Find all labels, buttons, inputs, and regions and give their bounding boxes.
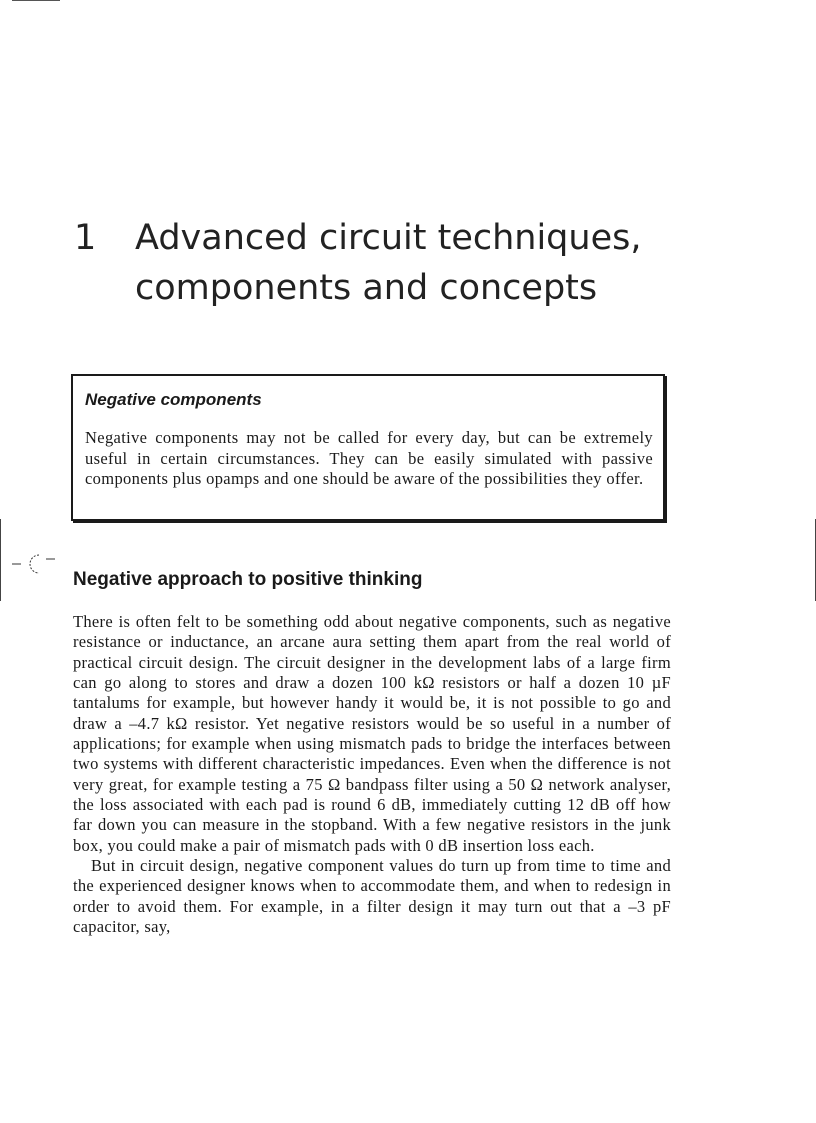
chapter-title: Advanced circuit techniques, components and concepts xyxy=(135,218,642,309)
top-rule xyxy=(12,0,60,1)
summary-box xyxy=(71,374,665,521)
section-heading: Negative approach to positive thinking xyxy=(73,569,423,590)
summary-box-text: Negative components may not be called for every day, but can be extremely useful in certain circumstances. They can be easily simulated with passive components plus opamps and one should be aware of the possibilities they offer. xyxy=(85,428,653,488)
crop-mark-icon xyxy=(12,550,62,576)
body-paragraph: But in circuit design, negative component values do turn up from time to time and the experienced designer knows when to accommodate them, and when to redesign in order to avoid them. For example, in a filter design it may turn out that a –3 pF capacitor, say, xyxy=(73,856,671,937)
section-body xyxy=(73,612,671,938)
chapter-number: 1 xyxy=(74,218,97,259)
left-margin-line xyxy=(0,519,1,601)
summary-box-title: Negative components xyxy=(85,390,262,409)
body-paragraph: There is often felt to be something odd about negative components, such as negative resistance or inductance, an arcane aura setting them apart from the real world of practical circuit design. The circuit designer in the development labs of a large firm can go along to stores and draw a dozen 100 kΩ resistors or half a dozen 10 µF tantalums for example, but however handy it would be, it is not possible to go and draw a –4.7 kΩ resistor. Yet negative resistors would be so useful in a number of applications; for example when using mismatch pads to bridge the interfaces between two systems with different characteristic impedances. Even when the difference is not very great, for example testing a 75 Ω bandpass filter using a 50 Ω network analyser, the loss associated with each pad is round 6 dB, immediately cutting 12 dB off how far down you can measure in the stopband. With a few negative resistors in the junk box, you could make a pair of mismatch pads with 0 dB insertion loss each. xyxy=(73,612,671,855)
